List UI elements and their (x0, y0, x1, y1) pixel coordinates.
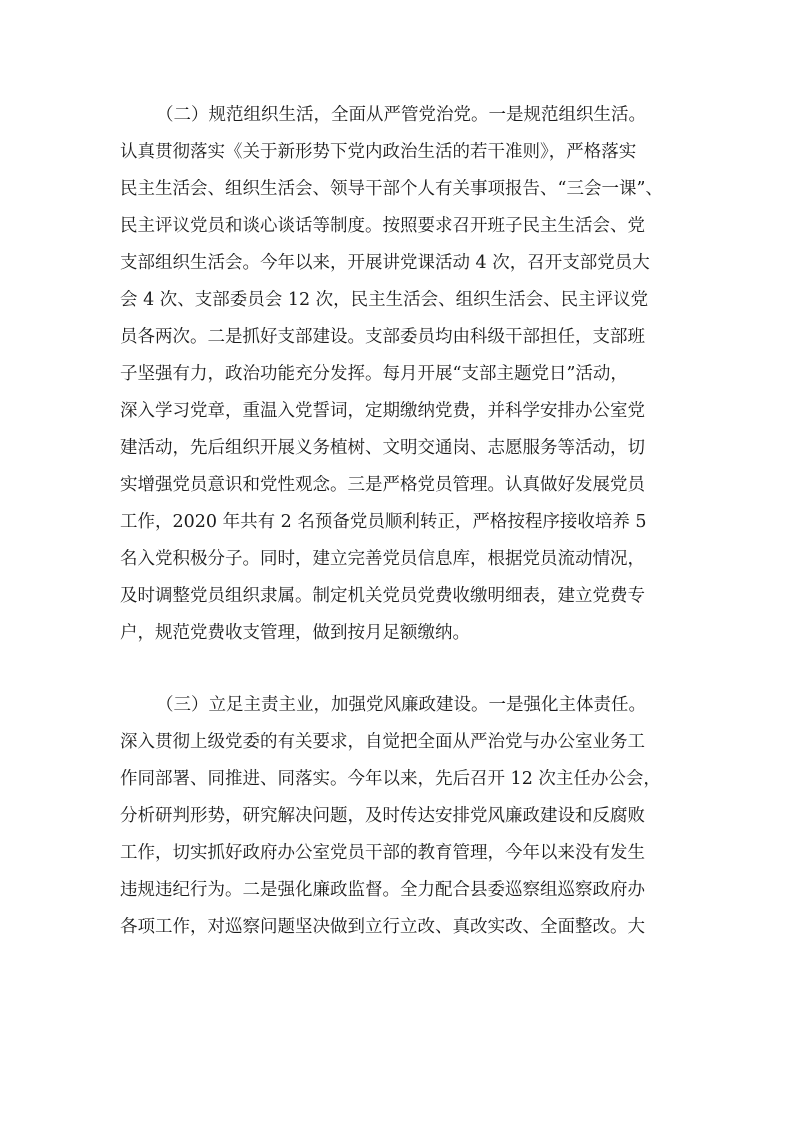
text-line: 深入学习党章，重温入党誓词，定期缴纳党费，并科学安排办公室党 (120, 401, 645, 421)
text-line: 实增强党员意识和党性观念。三是严格党员管理。认真做好发展党员 (120, 475, 645, 495)
text-line: 支部组织生活会。今年以来，开展讲党课活动 4 次，召开支部党员大 (120, 253, 650, 273)
text-line: 违规违纪行为。二是强化廉政监督。全力配合县委巡察组巡察政府办 (120, 880, 645, 900)
text-line: 工作，切实抓好政府办公室党员干部的教育管理，今年以来没有发生 (120, 843, 645, 863)
text-line: 作同部署、同推进、同落实。今年以来，先后召开 12 次主任办公会， (120, 769, 661, 789)
text-line: 各项工作，对巡察问题坚决做到立行立改、真改实改、全面整改。大 (120, 917, 645, 937)
text-line: 深入贯彻上级党委的有关要求，自觉把全面从严治党与办公室业务工 (120, 732, 645, 752)
text-line: 会 4 次、支部委员会 12 次，民主生活会、组织生活会、民主评议党 (120, 290, 649, 310)
text-line: 民主生活会、组织生活会、领导干部个人有关事项报告、“三会一课”、 (120, 179, 663, 199)
text-line: 子坚强有力，政治功能充分发挥。每月开展“支部主题党日”活动， (120, 364, 628, 384)
text-line: （三）立足主责主业，加强党风廉政建设。一是强化主体责任。 (156, 695, 646, 715)
text-line: 名入党积极分子。同时，建立完善党员信息库，根据党员流动情况， (120, 549, 645, 569)
text-line: 认真贯彻落实《关于新形势下党内政治生活的若干准则》，严格落实 (120, 142, 637, 162)
text-line: 工作，2020 年共有 2 名预备党员顺利转正，严格按程序接收培养 5 (120, 512, 647, 532)
text-line: 民主评议党员和谈心谈话等制度。按照要求召开班子民主生活会、党 (120, 216, 645, 236)
text-line: 及时调整党员组织隶属。制定机关党员党费收缴明细表，建立党费专 (120, 586, 645, 606)
text-line: 分析研判形势，研究解决问题，及时传达安排党风廉政建设和反腐败 (120, 806, 645, 826)
text-line: 建活动，先后组织开展义务植树、文明交通岗、志愿服务等活动，切 (120, 438, 645, 458)
text-line: （二）规范组织生活，全面从严管党治党。一是规范组织生活。 (156, 105, 646, 125)
text-line: 员各两次。二是抓好支部建设。支部委员均由科级干部担任，支部班 (120, 327, 645, 347)
text-line: 户，规范党费收支管理，做到按月足额缴纳。 (120, 623, 470, 643)
